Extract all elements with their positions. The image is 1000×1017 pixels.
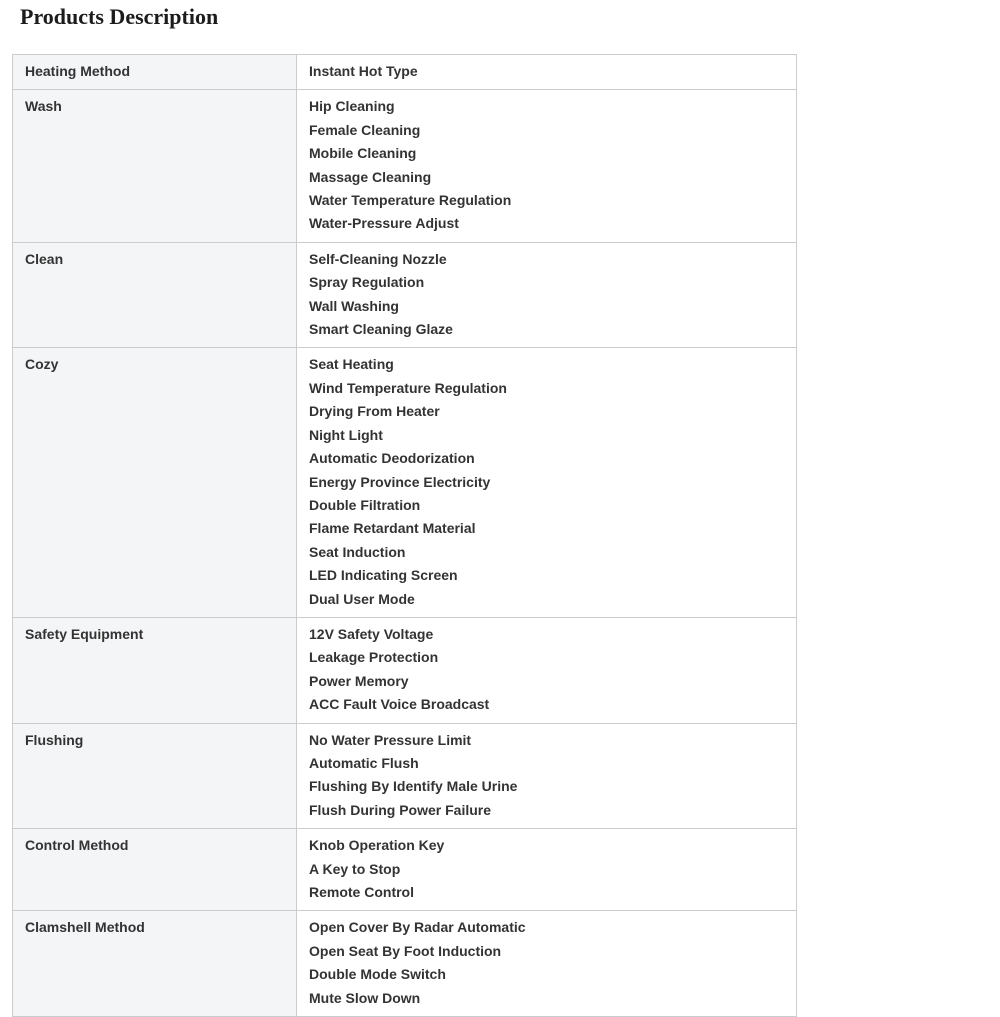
row-label: Cozy [13,348,297,617]
row-label: Flushing [13,723,297,829]
row-label: Control Method [13,829,297,911]
feature-line: No Water Pressure Limit [309,731,472,748]
feature-line: Smart Cleaning Glaze [309,321,453,338]
feature-line: Mobile Cleaning [309,145,417,162]
feature-line: Self-Cleaning Nozzle [309,250,447,267]
feature-line: Open Seat By Foot Induction [309,942,502,959]
row-values [297,242,797,348]
feature-line: LED Indicating Screen [309,567,458,584]
feature-line: Seat Induction [309,543,406,560]
row-label: Safety Equipment [13,617,297,723]
table-row [13,55,797,90]
feature-line: Drying From Heater [309,403,440,420]
feature-line: Seat Heating [309,356,394,373]
feature-line: Female Cleaning [309,121,421,138]
table-row [13,829,797,911]
table-row [13,723,797,829]
feature-line: Wall Washing [309,297,399,314]
feature-line: Flush During Power Failure [309,801,492,818]
row-label: Heating Method [13,55,297,90]
table-row [13,90,797,242]
feature-line: Double Mode Switch [309,966,446,983]
row-values [297,911,797,1017]
feature-line: Leakage Protection [309,649,439,666]
feature-line: Instant Hot Type [309,63,418,79]
feature-line: Power Memory [309,672,409,689]
feature-line: A Key to Stop [309,860,401,877]
feature-line: Flame Retardant Material [309,520,476,537]
products-description-table [12,54,797,1017]
table-row [13,348,797,617]
feature-line: Open Cover By Radar Automatic [309,919,526,936]
feature-line: Hip Cleaning [309,98,395,115]
feature-line: Night Light [309,426,383,443]
table-row [13,242,797,348]
table-row [13,617,797,723]
feature-line: 12V Safety Voltage [309,625,434,642]
feature-line: Massage Cleaning [309,168,432,185]
row-values [297,617,797,723]
table-row [13,911,797,1017]
feature-line: Double Filtration [309,496,421,513]
feature-line: Remote Control [309,884,414,900]
feature-line: Flushing By Identify Male Urine [309,778,518,795]
row-label: Clean [13,242,297,348]
table-body [13,55,797,1017]
feature-line: Water-Pressure Adjust [309,215,459,232]
row-values [297,90,797,242]
feature-line: ACC Fault Voice Broadcast [309,696,490,713]
row-label: Wash [13,90,297,242]
row-label: Clamshell Method [13,911,297,1017]
row-values [297,723,797,829]
feature-line: Automatic Flush [309,754,419,771]
page-title: Products Description [20,4,219,29]
row-values [297,55,797,90]
row-values [297,348,797,617]
row-values [297,829,797,911]
feature-line: Dual User Mode [309,590,415,607]
feature-line: Spray Regulation [309,274,425,291]
feature-line: Energy Province Electricity [309,473,491,490]
feature-line: Knob Operation Key [309,837,445,854]
feature-line: Wind Temperature Regulation [309,379,507,396]
feature-line: Water Temperature Regulation [309,192,512,209]
feature-line: Automatic Deodorization [309,450,475,467]
feature-line: Mute Slow Down [309,989,421,1006]
